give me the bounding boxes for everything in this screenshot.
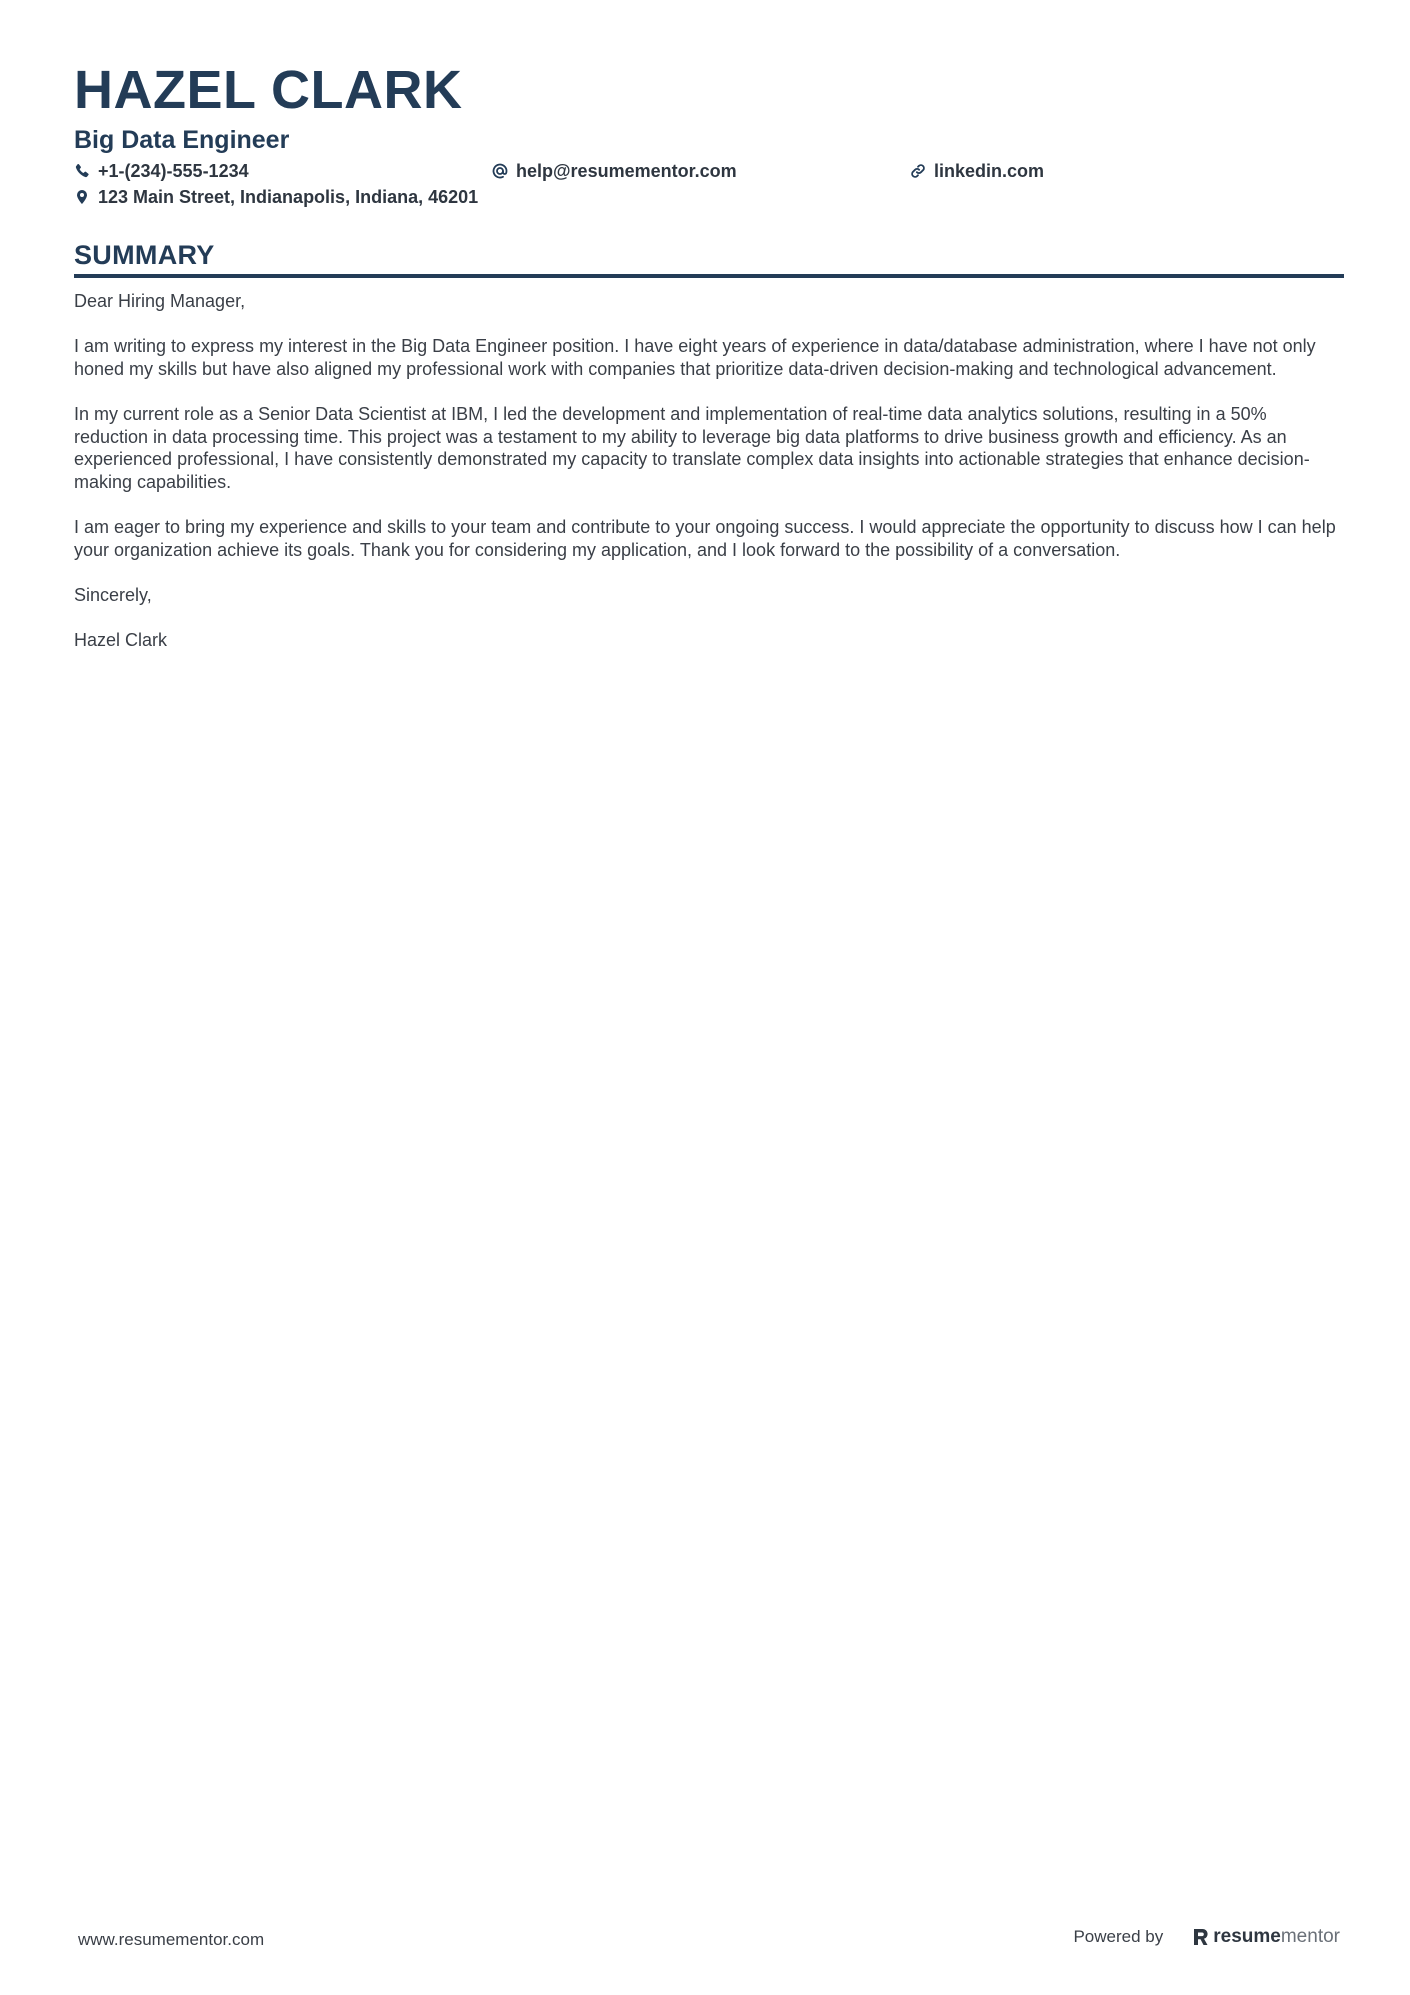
paragraph: I am writing to express my interest in the Big Data Engineer position. I have eight years of experience in data/database administration, where I have not only honed my skills but have also aligned my professional work with companies that prioritize data-driven decision-making and technological advancement. (74, 336, 1316, 379)
resumementor-logo-icon (1193, 1927, 1209, 1947)
applicant-name: HAZEL CLARK (74, 60, 463, 120)
phone-text[interactable]: +1-(234)-555-1234 (98, 161, 249, 181)
powered-by-label: Powered by (1073, 1927, 1164, 1946)
cover-letter-page (74, 58, 1344, 674)
contact-phone (74, 160, 492, 182)
job-title: Big Data Engineer (74, 126, 290, 154)
closing: Sincerely, (74, 584, 152, 605)
contact-info (74, 160, 1344, 208)
at-sign-icon (492, 163, 508, 179)
footer-website[interactable]: www.resumementor.com (78, 1930, 265, 1949)
contact-email (492, 160, 910, 182)
brand-text-mentor: mentor (1280, 1926, 1340, 1947)
map-pin-icon (74, 189, 90, 205)
salutation: Dear Hiring Manager, (74, 291, 246, 311)
section-heading-summary: SUMMARY (74, 240, 215, 270)
link-icon (910, 163, 926, 179)
section-divider (74, 274, 1344, 278)
brand-logo[interactable] (1193, 1927, 1340, 1947)
footer-branding (1073, 1927, 1340, 1947)
email-text[interactable]: help@resumementor.com (516, 161, 737, 181)
contact-address (74, 186, 492, 208)
paragraph: I am eager to bring my experience and skills to your team and contribute to your ongoing success. I would appreciate the opportunity to discuss how I can help your organization achieve its goals. Thank you for considering my application, and I look forward to the possibility of a conversation. (74, 516, 1336, 560)
paragraph: In my current role as a Senior Data Scientist at IBM, I led the development and implementation of real-time data analytics solutions, resulting in a 50% reduction in data processing time. This project was a testament to my ability to leverage big data platforms to drive business growth and efficiency. As an experienced professional, I have consistently demonstrated my capacity to translate complex data insights into actionable strategies that enhance decision-making capabilities. (74, 403, 1310, 492)
brand-text-resume: resume (1213, 1926, 1281, 1947)
website-text[interactable]: linkedin.com (934, 161, 1045, 181)
letter-body (74, 290, 1344, 652)
address-text: 123 Main Street, Indianapolis, Indiana, 46201 (98, 187, 479, 207)
signature: Hazel Clark (74, 629, 168, 650)
phone-icon (74, 163, 90, 179)
contact-website (910, 160, 1330, 182)
